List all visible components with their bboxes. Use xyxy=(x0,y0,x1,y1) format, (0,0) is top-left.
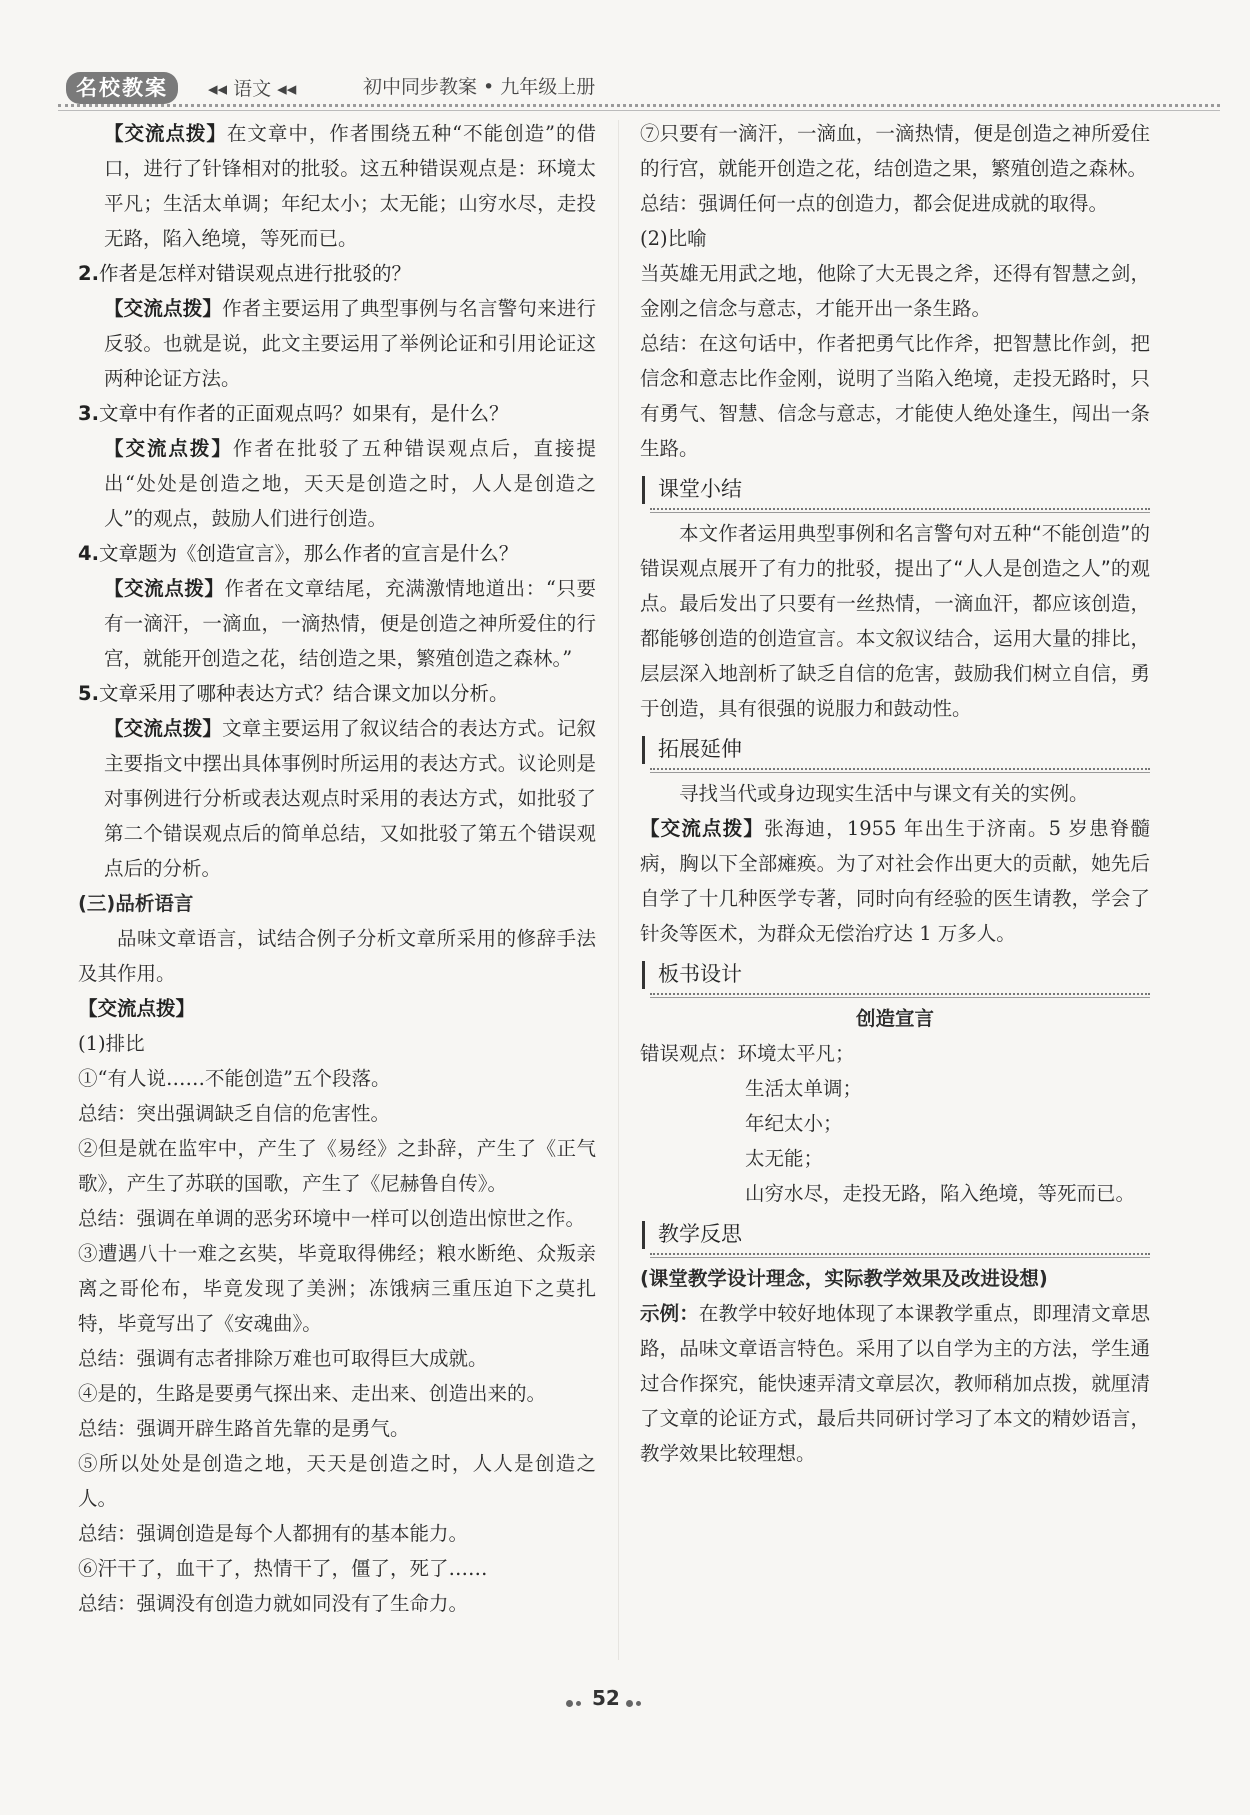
example-7: ⑦只要有一滴汗，一滴血，一滴热情，便是创造之神所爱住的行宫，就能开创造之花，结创造之果，繁殖创造之森林。 xyxy=(640,122,1150,180)
question-number: 5. xyxy=(78,682,99,705)
question-text: 作者是怎样对错误观点进行批驳的？ xyxy=(98,262,411,285)
answer-text: 张海迪，1955 年出生于济南。5 岁患脊髓病，胸以下全部瘫痪。为了对社会作出更大的贡献，她先后自学了十几种医学专著，同时向有经验的医生请教，学会了针灸等医术，为群众无偿治疗达 1 万多人。 xyxy=(640,817,1150,945)
hint-paragraph-1 xyxy=(78,116,596,256)
section-divider xyxy=(650,993,1150,995)
answer-4 xyxy=(78,571,596,676)
section-title: 课堂小结 xyxy=(658,477,742,501)
example-3: ③遭遇八十一难之玄奘，毕竟取得佛经；粮水断绝、众叛亲离之哥伦布，毕竟发现了美洲；冻饿病三重压迫下之莫扎特，毕竟写出了《安魂曲》。 xyxy=(78,1242,596,1335)
board-item: 环境太平凡； xyxy=(737,1042,855,1065)
example-5-summary: 总结：强调创造是每个人都拥有的基本能力。 xyxy=(78,1522,469,1545)
section-header-summary xyxy=(640,472,1150,508)
reflect-text: 在教学中较好地体现了本课教学重点，即理清文章思路，品味文章语言特色。采用了以自学为主的方法，学生通过合作探究，能快速弄清文章层次，教师稍加点拨，就厘清了文章的论证方式，最后共同研讨学习了本文的精妙语言，教学效果比较理想。 xyxy=(640,1302,1150,1465)
board-row: 山穷水尽，走投无路，陷入绝境，等死而已。 xyxy=(745,1182,1136,1205)
question-number: 2. xyxy=(78,262,99,285)
brand-logo: 名校教案 xyxy=(66,72,178,104)
page-number-dot xyxy=(636,1701,641,1706)
hint-label: 【交流点拨】 xyxy=(104,297,223,320)
board-row: 年纪太小； xyxy=(745,1112,843,1135)
section-bar xyxy=(642,476,645,504)
metaphor-text: 当英雄无用武之地，他除了大无畏之斧，还得有智慧之剑，金刚之信念与意志，才能开出一条生路。 xyxy=(640,262,1150,320)
page-number-dot xyxy=(566,1700,573,1707)
section-bar xyxy=(642,736,645,764)
example-3-summary: 总结：强调有志者排除万难也可取得巨大成就。 xyxy=(78,1347,488,1370)
question-3 xyxy=(78,396,596,431)
header-divider xyxy=(58,104,1220,107)
section-header-extend xyxy=(640,732,1150,768)
question-2 xyxy=(78,256,596,291)
board-row xyxy=(640,1036,1150,1071)
example-1: ①“有人说……不能创造”五个段落。 xyxy=(78,1067,391,1090)
page-number-dot xyxy=(576,1701,581,1706)
subject-label: ◂◂ 语文 ◂◂ xyxy=(208,78,297,100)
question-4 xyxy=(78,536,596,571)
hint-label: 【交流点拨】 xyxy=(78,997,196,1020)
extend-answer xyxy=(640,811,1150,951)
example-1-summary: 总结：突出强调缺乏自信的危害性。 xyxy=(78,1102,391,1125)
section-divider xyxy=(650,1253,1150,1255)
answer-text: 作者在批驳了五种错误观点后，直接提出“处处是创造之地，天天是创造之时，人人是创造之人”的观点，鼓励人们进行创造。 xyxy=(104,437,596,530)
hint-label: 【交流点拨】 xyxy=(104,717,223,740)
example-6-summary: 总结：强调没有创造力就如同没有了生命力。 xyxy=(78,1592,469,1615)
question-text: 文章中有作者的正面观点吗？如果有，是什么？ xyxy=(98,402,509,425)
board-row: 生活太单调； xyxy=(745,1077,863,1100)
header-divider-line xyxy=(58,110,1220,111)
example-4-summary: 总结：强调开辟生路首先靠的是勇气。 xyxy=(78,1417,410,1440)
section-bar xyxy=(642,1221,645,1249)
page-header xyxy=(58,66,1220,106)
page-number-dot xyxy=(626,1700,633,1707)
question-text: 文章题为《创造宣言》，那么作者的宣言是什么？ xyxy=(98,542,519,565)
page-number: 52 xyxy=(592,1686,620,1710)
example-4: ④是的，生路是要勇气探出来、走出来、创造出来的。 xyxy=(78,1382,547,1405)
question-number: 4. xyxy=(78,542,99,565)
example-6: ⑥汗干了，血干了，热情干了，僵了，死了…… xyxy=(78,1557,488,1580)
question-number: 3. xyxy=(78,402,99,425)
example-5: ⑤所以处处是创造之地，天天是创造之时，人人是创造之人。 xyxy=(78,1452,596,1510)
question-text: 文章采用了哪种表达方式？结合课文加以分析。 xyxy=(98,682,509,705)
answer-text: 文章主要运用了叙议结合的表达方式。记叙主要指文中摆出具体事例时所运用的表达方式。议论则是对事例进行分析或表达观点时采用的表达方式，如批驳了第二个错误观点后的简单总结，又如批驳了第五个错误观点后的分析。 xyxy=(104,717,596,880)
reflect-example xyxy=(640,1296,1150,1471)
section-title: 板书设计 xyxy=(658,962,742,986)
example-2-summary: 总结：强调在单调的恶劣环境中一样可以创造出惊世之作。 xyxy=(78,1207,586,1230)
answer-2 xyxy=(78,291,596,396)
answer-5 xyxy=(78,711,596,886)
question-5 xyxy=(78,676,596,711)
reflect-label: 示例： xyxy=(640,1302,699,1325)
section-divider-line xyxy=(650,512,1150,513)
board-row: 太无能； xyxy=(745,1147,824,1170)
hint-text: 在文章中，作者围绕五种“不能创造”的借口，进行了针锋相对的批驳。这五种错误观点是：环境太平凡；生活太单调；年纪太小；太无能；山穷水尽，走投无路，陷入绝境，等死而已。 xyxy=(104,122,596,250)
summary-text: 本文作者运用典型事例和名言警句对五种“不能创造”的错误观点展开了有力的批驳，提出了“人人是创造之人”的观点。最后发出了只要有一丝热情，一滴血汗，都应该创造，都能够创造的创造宣言。本文叙议结合，运用大量的排比，层层深入地剖析了缺乏自信的危害，鼓励我们树立自信，勇于创造，具有很强的说服力和鼓动性。 xyxy=(640,522,1150,720)
hint-label: 【交流点拨】 xyxy=(104,122,227,145)
section-divider-line xyxy=(650,997,1150,998)
section-divider-line xyxy=(650,772,1150,773)
section-header-reflect xyxy=(640,1217,1150,1253)
section-bar xyxy=(642,961,645,989)
section-3-text: 品味文章语言，试结合例子分析文章所采用的修辞手法及其作用。 xyxy=(78,927,596,985)
section-divider xyxy=(650,508,1150,510)
extend-text: 寻找当代或身边现实生活中与课文有关的实例。 xyxy=(679,782,1089,805)
board-title: 创造宣言 xyxy=(855,1007,934,1030)
answer-3 xyxy=(78,431,596,536)
section-header-board xyxy=(640,957,1150,993)
right-column xyxy=(640,116,1150,1471)
hint-label: 【交流点拨】 xyxy=(104,577,225,600)
metaphor-summary: 总结：在这句话中，作者把勇气比作斧，把智慧比作剑，把信念和意志比作金刚，说明了当陷入绝境，走投无路时，只有勇气、智慧、信念与意志，才能使人绝处逢生，闯出一条生路。 xyxy=(640,332,1150,460)
section-divider xyxy=(650,768,1150,770)
board-label: 错误观点： xyxy=(640,1042,738,1065)
hint-label: 【交流点拨】 xyxy=(104,437,233,460)
left-column xyxy=(78,116,596,1621)
section-3-title: (三)品析语言 xyxy=(78,892,194,915)
parallelism-title: (1)排比 xyxy=(78,1032,145,1055)
book-title: 初中同步教案 • 九年级上册 xyxy=(363,76,596,98)
metaphor-title: (2)比喻 xyxy=(640,227,707,250)
answer-text: 作者在文章结尾，充满激情地道出：“只要有一滴汗，一滴血，一滴热情，便是创造之神所爱住的行宫，就能开创造之花，结创造之果，繁殖创造之森林。” xyxy=(104,577,596,670)
section-divider-line xyxy=(650,1257,1150,1258)
example-2: ②但是就在监牢中，产生了《易经》之卦辞，产生了《正气歌》，产生了苏联的国歌，产生了《尼赫鲁自传》。 xyxy=(78,1137,596,1195)
column-divider xyxy=(618,120,619,1660)
section-title: 拓展延伸 xyxy=(658,737,742,761)
answer-text: 作者主要运用了典型事例与名言警句来进行反驳。也就是说，此文主要运用了举例论证和引用论证这两种论证方法。 xyxy=(104,297,596,390)
hint-label: 【交流点拨】 xyxy=(640,817,765,840)
section-title: 教学反思 xyxy=(658,1222,742,1246)
example-7-summary: 总结：强调任何一点的创造力，都会促进成就的取得。 xyxy=(640,192,1109,215)
reflect-note: (课堂教学设计理念，实际教学效果及改进设想) xyxy=(640,1267,1048,1290)
